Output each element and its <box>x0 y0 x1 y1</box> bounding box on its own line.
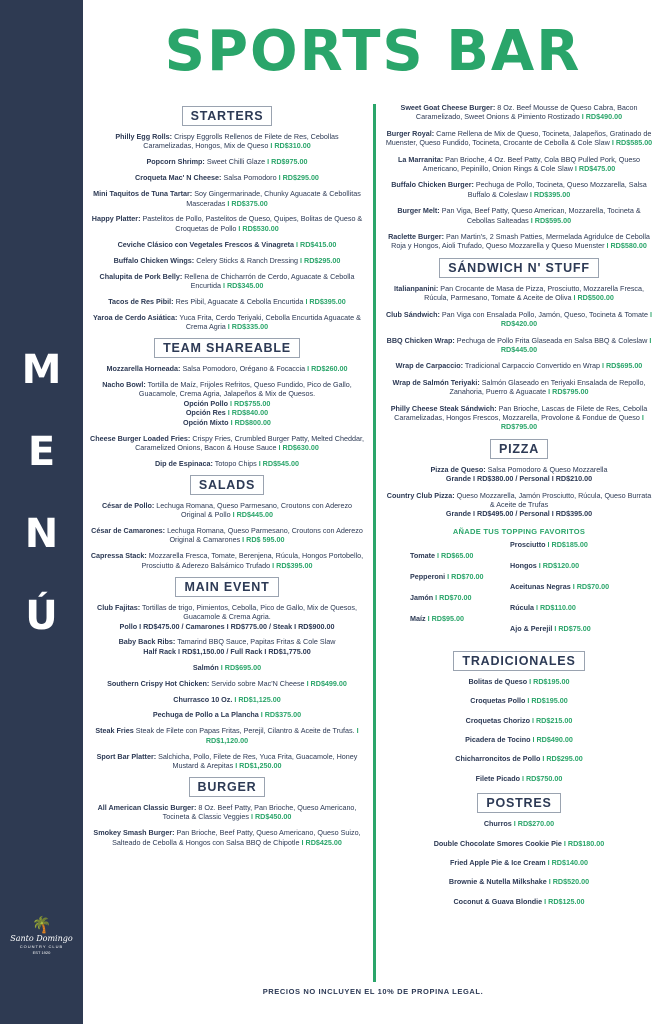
topping-item <box>510 582 609 603</box>
item-name: Country Club Pizza: <box>386 490 455 500</box>
section-heading-label: SALADS <box>190 475 264 495</box>
topping-item <box>510 540 609 561</box>
menu-item <box>90 272 364 291</box>
item-name: Sweet Goat Cheese Burger: <box>400 103 496 112</box>
item-price: I RD$750.00 <box>521 773 563 783</box>
topping-price: I RD$75.00 <box>554 623 591 633</box>
item-price: I RD$580.00 <box>606 241 647 251</box>
menu-item <box>90 434 364 453</box>
item-description: Steak de Filete con Papas Fritas, Perejil, Cilantro & Aceite de Trufas. <box>135 726 355 736</box>
item-name: Philly Cheese Steak Sándwich: <box>390 403 497 413</box>
menu-letter: Ú <box>25 593 58 639</box>
item-description: Lechuga Romana, Queso Parmesano, Croutons con Aderezo Original & Pollo <box>156 500 353 520</box>
item-description: Salchicha, Pollo, Filete de Res, Yuca Frita, Guacamole, Honey Mustard & Arepitas <box>158 751 358 771</box>
item-description: Rellena de Chicharrón de Cerdo, Aguacate & Cebolla Encurtida <box>184 271 355 290</box>
menu-item <box>384 877 654 886</box>
section-pizza <box>384 439 654 519</box>
topping-price: I RD$110.00 <box>535 602 576 612</box>
section-heading-label: SÁNDWICH N' STUFF <box>439 258 599 278</box>
menu-item <box>384 819 654 828</box>
page-title: SPORTS BAR <box>164 19 582 84</box>
toppings-grid <box>384 540 654 645</box>
item-description: Carne Rellena de Mix de Queso, Tocineta, Jalapeños, Gratinado de Muenster, Queso Fundido, Tocineta, Crocante de Cebolla & Cole Slaw <box>385 128 652 148</box>
item-price: I RD$630.00 <box>278 442 319 452</box>
item-description: Mozzarella Fresca, Tomate, Berenjena, Rúcula, Hongos Portobello, Prosciutto & Aderezo Balsámico Trufado <box>141 551 364 570</box>
item-name: Club Sándwich: <box>385 309 440 319</box>
menu-item <box>384 404 654 432</box>
menu-item <box>90 752 364 771</box>
menu-item <box>90 256 364 265</box>
menu-item <box>90 240 364 249</box>
item-name: Fried Apple Pie & Ice Cream <box>450 858 546 868</box>
topping-item <box>510 561 609 582</box>
item-name: Salmón <box>192 662 219 672</box>
topping-name: Ajo & Perejil <box>510 623 553 633</box>
menu-item <box>384 180 654 199</box>
item-price: I RD$425.00 <box>301 837 342 847</box>
item-description: Yuca Frita, Cerdo Teriyaki, Cebolla Encurtida Aguacate & Crema Agria <box>179 312 361 332</box>
item-description: Totopo Chips <box>214 458 257 468</box>
menu-item <box>90 679 364 688</box>
section-heading-label: TEAM SHAREABLE <box>154 338 300 358</box>
section-heading-label: POSTRES <box>477 793 560 813</box>
item-name: Chalupita de Pork Belly: <box>99 271 183 281</box>
item-option <box>90 418 364 427</box>
item-description: Tamarind BBQ Sauce, Papitas Fritas & Cole Slaw <box>177 637 336 647</box>
footer-note: PRECIOS NO INCLUYEN EL 10% DE PROPINA LEGAL. <box>262 987 484 996</box>
item-price: I RD$595.00 <box>530 215 572 225</box>
item-name: Italianpanini: <box>393 283 439 293</box>
item-name: Wrap de Salmón Teriyaki: <box>392 377 480 387</box>
menu-item <box>90 173 364 182</box>
topping-price: I RD$70.00 <box>447 571 484 581</box>
section-heading <box>90 577 364 597</box>
item-price: I RD$295.00 <box>300 255 341 265</box>
item-description: Tortillas de trigo, Pimientos, Cebolla, Pico de Gallo, Mix de Quesos, Guacamole & Crema Agria. <box>142 602 357 622</box>
item-price: I RD$445.00 <box>500 335 652 354</box>
item-price: I RD$695.00 <box>601 361 643 371</box>
item-price: I RD$195.00 <box>527 696 568 706</box>
menu-item <box>90 157 364 166</box>
topping-price: I RD$120.00 <box>538 560 580 570</box>
item-name: Churrasco 10 Oz. <box>173 694 233 704</box>
item-price: I RD$585.00 <box>611 138 653 148</box>
item-price: I RD$375.00 <box>260 710 302 720</box>
topping-item <box>510 624 609 645</box>
country-club-logo <box>8 918 75 955</box>
menu-item <box>90 364 364 373</box>
item-name: Churros <box>483 819 512 829</box>
menu-item <box>384 129 654 148</box>
item-name: César de Pollo: <box>101 500 155 510</box>
item-description: Celery Sticks & Ranch Dressing <box>196 255 299 265</box>
topping-price: I RD$70.00 <box>435 592 472 602</box>
topping-price: I RD$70.00 <box>572 581 610 591</box>
topping-price: I RD$185.00 <box>547 539 588 549</box>
item-description: Salsa Pomodoro <box>223 173 277 183</box>
item-option <box>90 399 364 408</box>
item-name: Pizza de Queso: <box>430 464 486 474</box>
item-description: Soy Gingermarinade, Chunky Aguacate & Cebollitas Masceradas <box>186 189 361 208</box>
section-main-event <box>90 577 364 771</box>
item-price: I RD$395.00 <box>529 189 571 199</box>
menu-item <box>90 313 364 332</box>
item-name: Mini Taquitos de Tuna Tartar: <box>93 189 193 199</box>
menu-item <box>90 189 364 208</box>
item-description: Res Pibil, Aguacate & Cebolla Encurtida <box>175 296 304 306</box>
menu-item <box>384 232 654 251</box>
item-name: Southern Crispy Hot Chicken: <box>107 678 210 688</box>
item-price: I RD$195.00 <box>529 676 570 686</box>
menu-item <box>90 603 364 631</box>
item-description: Servido sobre Mac'N Cheese <box>211 678 305 688</box>
menu-item <box>90 214 364 233</box>
menu-item <box>384 839 654 848</box>
item-description: Salsa Pomodoro, Orégano & Focaccia <box>182 364 306 374</box>
item-name: Yaroa de Cerdo Asiática: <box>93 312 178 322</box>
menu-item <box>384 774 654 783</box>
section-tradicionales <box>384 651 654 783</box>
section-heading <box>384 793 654 813</box>
item-price: I RD$490.00 <box>581 112 623 122</box>
section-heading-label: TRADICIONALES <box>453 651 584 671</box>
item-name: Steak Fries <box>95 726 134 736</box>
menu-item <box>384 858 654 867</box>
topping-name: Tomate <box>410 550 436 560</box>
item-description: Queso Mozzarella, Jamón Prosciutto, Rúcula, Queso Burrata & Aceite de Trufas <box>456 490 652 509</box>
item-name: Raclette Burger: <box>388 232 444 242</box>
section-heading <box>90 475 364 495</box>
item-price-options: Half Rack I RD$1,150.00 / Full Rack I RD$1,775.00 <box>143 646 311 656</box>
item-name: Croquetas Chorizo <box>465 715 530 725</box>
item-price: I RD$1,250.00 <box>235 761 282 771</box>
item-price: I RD$450.00 <box>250 812 292 822</box>
logo-subtitle: COUNTRY CLUB <box>19 944 64 949</box>
logo-name: Santo Domingo <box>10 934 73 943</box>
section-heading-label: STARTERS <box>182 106 273 126</box>
item-price: I RD$345.00 <box>223 280 264 290</box>
section-starters <box>90 106 364 332</box>
menu-item <box>90 501 364 520</box>
item-description: Pastelitos de Pollo, Pastelitos de Queso, Quipes, Bolitas de Queso & Croquetas de Pollo <box>142 214 363 233</box>
topping-price: I RD$95.00 <box>427 613 464 623</box>
item-option <box>90 408 364 417</box>
section-toppings <box>384 527 654 645</box>
item-description: Pan Brioche, Beef Patty, Queso Americano, Queso Suizo, Salteado de Cebolla & Hongos con Salsa BBQ de Chipotle <box>112 828 361 847</box>
item-description: Pan Brioche, Lascas de Filete de Res, Cebolla Caramelizadas, Hongos Frescos, Mozzarella, Provolone & Fondue de Queso <box>394 403 648 422</box>
menu-letter: M <box>21 347 62 393</box>
item-price: I RD$395.00 <box>305 296 346 306</box>
item-price: I RD$975.00 <box>267 157 308 167</box>
menu-item <box>384 735 654 744</box>
item-name: Buffalo Chicken Wings: <box>113 255 195 265</box>
item-price: I RD$475.00 <box>574 164 616 174</box>
item-price: I RD$545.00 <box>258 458 300 468</box>
menu-item <box>384 103 654 122</box>
item-name: Mozzarella Horneada: <box>106 364 181 374</box>
menu-item <box>90 380 364 427</box>
item-price: I RD$180.00 <box>563 838 605 848</box>
toppings-col-2 <box>504 540 609 645</box>
item-price: I RD$ 595.00 <box>242 535 285 545</box>
menu-item <box>384 361 654 370</box>
menu-item <box>384 677 654 686</box>
right-column <box>384 103 654 916</box>
topping-item <box>410 593 504 614</box>
item-name: Double Chocolate Smores Cookie Pie <box>433 838 562 848</box>
section-sandwich-n-stuff <box>384 258 654 432</box>
menu-item <box>90 726 364 745</box>
menu-item <box>384 897 654 906</box>
menu-item <box>90 803 364 822</box>
section-heading <box>384 651 654 671</box>
item-price: I RD$490.00 <box>532 735 573 744</box>
item-name: Burger Royal: <box>386 128 435 138</box>
item-description: Pechuga de Pollo, Tocineta, Queso Mozzarella, Salsa Buffalo & Coleslaw <box>467 180 647 199</box>
item-name: La Marranita: <box>398 154 444 164</box>
item-price: I RD$140.00 <box>547 858 588 868</box>
menu-item <box>384 336 654 355</box>
item-description: 8 Oz. Beef Patty, Pan Brioche, Queso Americano, Tocineta & Classic Veggies <box>162 802 357 822</box>
menu-item <box>90 459 364 468</box>
item-price: I RD$1,125.00 <box>234 694 281 704</box>
item-price: I RD$260.00 <box>307 364 348 374</box>
section-burger-continued <box>384 103 654 251</box>
menu-item <box>384 155 654 174</box>
left-column <box>90 102 364 854</box>
menu-item <box>384 465 654 484</box>
item-name: Burger Melt: <box>397 206 440 216</box>
item-description: Crispy Eggrolls Rellenos de Filete de Res, Cebollas Caramelizadas, Hongos, Mix de Queso <box>143 132 339 151</box>
item-name: Brownie & Nutella Milkshake <box>448 877 547 887</box>
menu-item <box>384 696 654 705</box>
item-name: Tacos de Res Pibil: <box>108 296 174 306</box>
menu-item <box>384 206 654 225</box>
option-price: I RD$840.00 <box>227 408 269 418</box>
item-name: Croqueta Mac' N Cheese: <box>135 173 222 183</box>
section-salads <box>90 475 364 570</box>
item-name: BBQ Chicken Wrap: <box>386 335 455 345</box>
section-postres <box>384 793 654 906</box>
section-heading-label: BURGER <box>189 777 266 797</box>
item-price: I RD$420.00 <box>500 309 653 329</box>
item-price: I RD$1,120.00 <box>205 726 359 745</box>
option-label: Opción Pollo <box>183 398 228 408</box>
item-description: Pan Viga con Ensalada Pollo, Jamón, Queso, Tocineta & Tomate <box>441 309 649 319</box>
item-name: Nacho Bowl: <box>102 380 146 389</box>
item-name: Picadera de Tocino <box>465 735 531 744</box>
item-name: Bolitas de Queso <box>468 676 528 686</box>
menu-letter: N <box>24 511 59 557</box>
option-label: Opción Res <box>185 408 226 418</box>
menu-letter: E <box>27 429 56 475</box>
item-description: Pan Martin's, 2 Smash Patties, Mermelada Agridulce de Cebolla Roja y Hongos, Aioli Trufado, Queso Mozzarella y Queso Muenster <box>391 232 650 251</box>
section-heading-label: MAIN EVENT <box>175 577 278 597</box>
item-name: Dip de Espinaca: <box>154 458 213 468</box>
palm-tree-icon: 🌴 <box>31 917 52 934</box>
logo-est: EST 1920 <box>32 950 51 955</box>
sidebar <box>0 0 83 1024</box>
section-heading-label: PIZZA <box>490 439 548 459</box>
item-description: Pan Brioche, 4 Oz. Beef Patty, Cola BBQ Pulled Pork, Queso Americano, Pepinillo, Onion Rings & Cole Slaw <box>422 154 640 174</box>
item-price-options: Grande I RD$495.00 / Personal I RD$395.00 <box>445 509 593 519</box>
toppings-col-1 <box>384 540 504 645</box>
item-description: 8 Oz. Beef Mousse de Queso Cabra, Bacon Caramelizado, Sweet Onions & Pimiento Rostizado <box>415 103 638 122</box>
menu-item <box>90 297 364 306</box>
item-name: Happy Platter: <box>91 214 141 224</box>
item-price: I RD$375.00 <box>227 198 268 208</box>
item-price: I RD$335.00 <box>227 322 269 332</box>
option-label: Opción Mixto <box>183 417 229 427</box>
topping-name: Rúcula <box>510 602 534 612</box>
item-price: I RD$499.00 <box>306 678 347 688</box>
item-name: Coconut & Guava Blondie <box>453 896 543 906</box>
item-price: I RD$295.00 <box>278 173 319 183</box>
item-description: Salsa Pomodoro & Queso Mozzarella <box>487 464 608 474</box>
topping-name: Pepperoni <box>410 571 446 581</box>
item-description: Lechuga Romana, Queso Parmesano, Croutons con Aderezo Original & Camarones <box>167 526 363 545</box>
menu-item <box>90 695 364 704</box>
option-price: I RD$800.00 <box>230 417 271 427</box>
toppings-heading: AÑADE TUS TOPPING FAVORITOS <box>452 526 586 536</box>
section-team-shareable <box>90 338 364 468</box>
section-heading <box>90 338 364 358</box>
item-price: I RD$500.00 <box>573 293 614 303</box>
section-heading <box>384 439 654 459</box>
topping-item <box>410 551 504 572</box>
menu-item <box>90 526 364 545</box>
item-price: I RD$125.00 <box>544 896 585 906</box>
item-name: Buffalo Chicken Burger: <box>391 180 474 190</box>
item-price: I RD$395.00 <box>272 560 313 570</box>
topping-name: Maíz <box>410 613 426 623</box>
item-price: I RD$445.00 <box>232 510 273 520</box>
menu-item <box>90 710 364 719</box>
item-description: Tortilla de Maíz, Frijoles Refritos, Queso Fundido, Pico de Gallo, Guacamole, Crema Agria, Jalapeños & Mix de Quesos. <box>138 380 352 399</box>
item-name: Sport Bar Platter: <box>96 751 157 761</box>
item-price: I RD$795.00 <box>500 412 644 432</box>
item-name: All American Classic Burger: <box>97 802 197 812</box>
topping-item <box>510 603 609 624</box>
item-price-options: Pollo I RD$475.00 / Camarones I RD$775.00 / Steak I RD$900.00 <box>119 621 335 631</box>
topping-item <box>410 572 504 593</box>
item-name: César de Camarones: <box>91 526 166 536</box>
item-name: Croquetas Pollo <box>470 696 526 706</box>
item-price: I RD$530.00 <box>238 223 279 233</box>
menu-item <box>384 491 654 519</box>
topping-name: Aceitunas Negras <box>510 581 571 591</box>
item-price: I RD$695.00 <box>220 662 262 672</box>
menu-item <box>384 284 654 303</box>
item-price: I RD$295.00 <box>542 754 583 764</box>
section-heading <box>90 777 364 797</box>
menu-item <box>384 716 654 725</box>
item-description: Pan Crocante de Masa de Pizza, Prosciutto, Mozzarella Fresca, Rúcula, Parmesano, Tomate & Aceite de Oliva <box>424 283 645 303</box>
item-name: Popcorn Shrimp: <box>146 157 205 167</box>
item-price: I RD$520.00 <box>548 877 590 887</box>
section-burger <box>90 777 364 847</box>
column-divider <box>373 104 376 982</box>
section-heading <box>90 106 364 126</box>
item-name: Chicharroncitos de Pollo <box>455 754 541 764</box>
topping-name: Hongos <box>510 560 537 570</box>
menu-item <box>90 663 364 672</box>
item-name: Club Fajitas: <box>97 602 141 612</box>
item-name: Philly Egg Rolls: <box>115 132 173 141</box>
item-description: Crispy Fries, Crumbled Burger Patty, Melted Cheddar, Caramelized Onions, Bacon & House Sauce <box>135 433 364 452</box>
item-description: Sweet Chilli Glaze <box>206 157 266 167</box>
item-name: Smokey Smash Burger: <box>93 828 175 838</box>
menu-item <box>90 828 364 847</box>
menu-item <box>384 378 654 397</box>
section-heading <box>384 258 654 278</box>
topping-name: Prosciutto <box>510 539 546 549</box>
item-name: Baby Back Ribs: <box>118 637 176 647</box>
item-name: Wrap de Carpaccio: <box>395 361 464 371</box>
item-name: Pechuga de Pollo a La Plancha <box>152 710 259 720</box>
item-price: I RD$215.00 <box>531 715 573 725</box>
item-name: Filete Picado <box>475 773 520 783</box>
item-name: Capressa Stack: <box>90 551 147 561</box>
item-description: Salmón Glaseado en Teriyaki Ensalada de Repollo, Zanahoria, Puerro & Aguacate <box>449 377 646 397</box>
topping-item <box>410 614 504 635</box>
item-name: Ceviche Clásico con Vegetales Frescos & Vinagreta <box>117 239 295 249</box>
item-price-options: Grande I RD$380.00 / Personal I RD$210.00 <box>445 474 593 484</box>
menu-item <box>384 310 654 329</box>
item-price: I RD$415.00 <box>296 239 337 249</box>
item-description: Pechuga de Pollo Frita Glaseada en Salsa BBQ & Coleslaw <box>456 335 648 345</box>
option-price: I RD$755.00 <box>229 398 271 408</box>
item-price: I RD$310.00 <box>270 141 311 151</box>
topping-price: I RD$65.00 <box>437 550 474 560</box>
menu-item <box>90 551 364 570</box>
item-description: Pan Viga, Beef Patty, Queso American, Mozzarella, Tocineta & Cebollas Salteadas <box>441 206 641 225</box>
item-name: Cheese Burger Loaded Fries: <box>90 433 191 443</box>
item-description: Tradicional Carpaccio Convertido en Wrap <box>464 361 600 371</box>
item-price: I RD$270.00 <box>513 819 555 829</box>
topping-name: Jamón <box>410 592 434 602</box>
item-price: I RD$795.00 <box>548 387 589 397</box>
menu-item <box>90 637 364 656</box>
menu-item <box>90 132 364 151</box>
menu-item <box>384 754 654 763</box>
